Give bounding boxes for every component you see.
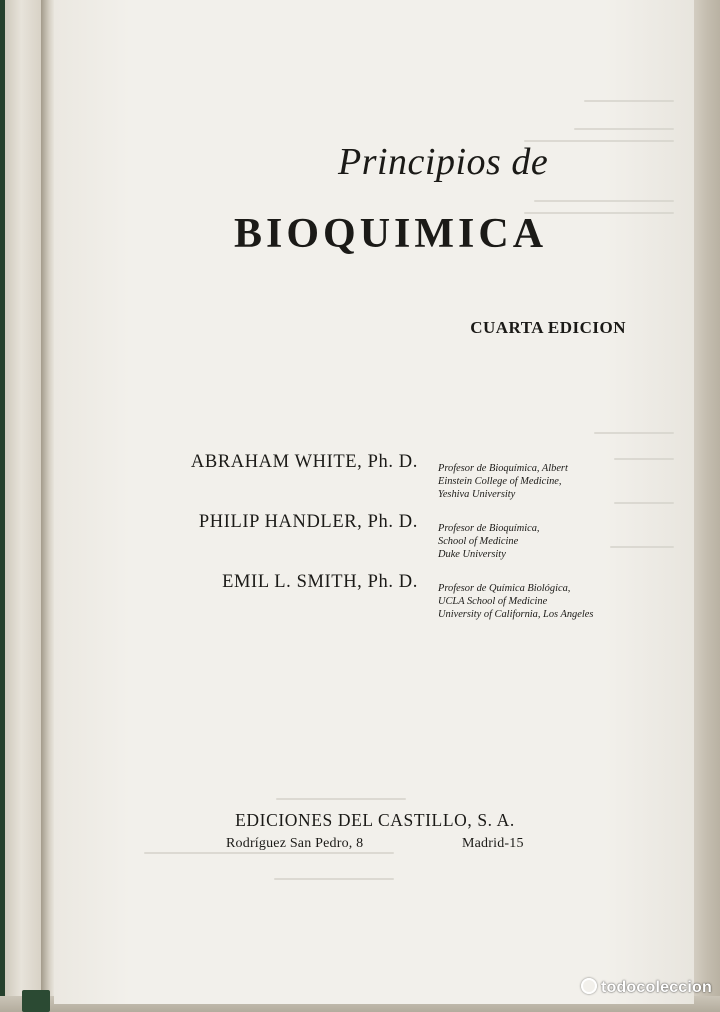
show-through-line — [144, 852, 394, 854]
author-affiliation — [438, 462, 568, 501]
show-through-line — [584, 100, 674, 102]
edition-label: CUARTA EDICION — [470, 318, 626, 337]
page-gutter-shadow — [41, 0, 55, 1012]
author-name: ABRAHAM WHITE, Ph. D. — [190, 452, 418, 472]
title-line-2: BIOQUIMICA — [234, 211, 548, 257]
publisher-name: EDICIONES DEL CASTILLO, S. A. — [235, 810, 515, 830]
show-through-line — [594, 432, 674, 434]
cover-corner — [22, 990, 50, 1012]
author-name: EMIL L. SMITH, Ph. D. — [222, 572, 418, 592]
show-through-line — [610, 546, 674, 548]
show-through-line — [574, 128, 674, 130]
affiliation-line: Profesor de Bioquímica, — [438, 523, 540, 534]
affiliation-line: University of California, Los Angeles — [438, 609, 594, 620]
affiliation-line: Yeshiva University — [438, 489, 516, 500]
affiliation-line: Profesor de Química Biológica, — [438, 583, 571, 594]
affiliation-line: Einstein College of Medicine, — [438, 476, 562, 487]
author-affiliation — [438, 522, 540, 561]
show-through-line — [614, 458, 674, 460]
page-fore-edge — [694, 0, 720, 1012]
affiliation-line: UCLA School of Medicine — [438, 596, 548, 607]
show-through-line — [274, 878, 394, 880]
show-through-line — [534, 200, 674, 202]
affiliation-line: School of Medicine — [438, 536, 519, 547]
show-through-line — [614, 502, 674, 504]
show-through-line — [276, 798, 406, 800]
circle-logo-icon — [581, 978, 597, 994]
affiliation-line: Duke University — [438, 549, 506, 560]
affiliation-line: Profesor de Bioquímica, Albert — [438, 463, 568, 474]
watermark-text: todocoleccion — [600, 979, 712, 996]
title-line-1: Principios de — [338, 141, 549, 183]
author-affiliation — [438, 582, 593, 621]
author-name: PHILIP HANDLER, Ph. D. — [198, 512, 418, 532]
publisher-address: Rodríguez San Pedro, 8 — [226, 836, 364, 851]
watermark — [581, 978, 712, 997]
previous-page-edge — [5, 0, 41, 1012]
publisher-city: Madrid-15 — [462, 836, 524, 851]
